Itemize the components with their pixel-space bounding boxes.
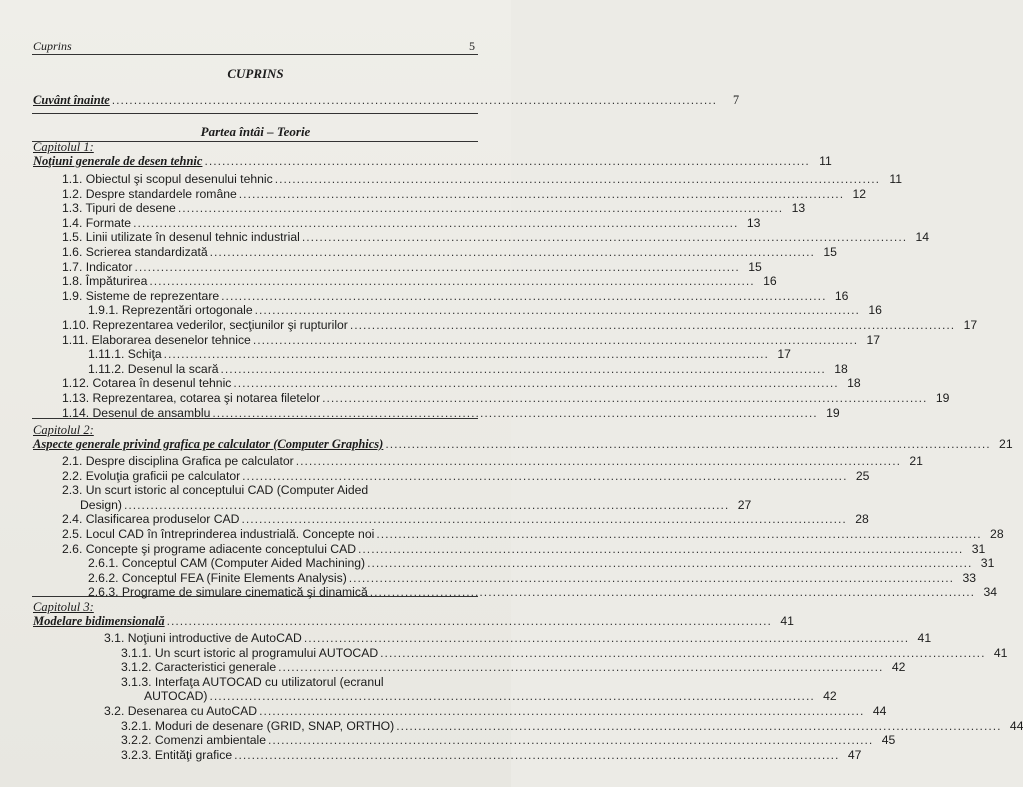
toc-label: 1.9. Sisteme de reprezentare <box>62 288 220 303</box>
section-rule <box>32 113 478 114</box>
toc-label: 2.6.3. Programe de simulare cinematică şi dinamică <box>88 585 368 600</box>
toc-label: Cuvânt înainte <box>33 93 110 107</box>
toc-entry <box>62 200 806 216</box>
toc-entry <box>62 186 867 201</box>
toc-label: 1.11.1. Schiţa <box>88 347 162 362</box>
toc-label: 1.2. Despre standardele române <box>62 186 237 201</box>
toc-entry <box>62 171 902 186</box>
toc-entry <box>62 511 869 527</box>
part-heading: Partea întâi – Teorie <box>200 124 311 139</box>
leader-dots: .......................................................................................................................................... <box>348 570 955 585</box>
toc-label: 1.14. Desenul de ansamblu <box>62 405 211 420</box>
leader-dots: .......................................................................................................................................... <box>238 186 845 201</box>
toc-label: 3.1.1. Un scurt istoric al programului AUTOCAD <box>121 645 379 660</box>
toc-entry <box>62 288 849 303</box>
toc-label: AUTOCAD) <box>144 689 208 704</box>
toc-label: 1.12. Cotarea în desenul tehnic <box>62 376 232 391</box>
leader-dots: .......................................................................................................................................... <box>267 733 874 748</box>
toc-page: 16 <box>763 274 777 289</box>
toc-entry <box>121 718 1023 733</box>
toc-entry <box>121 747 862 762</box>
leader-dots: .......................................................................................................................................... <box>278 660 884 675</box>
toc-entry-foreword <box>33 92 740 107</box>
leader-dots: .......................................................................................................................................... <box>242 468 848 483</box>
section-rule <box>32 418 478 419</box>
toc-label: 1.8. Împăturirea <box>62 274 148 289</box>
toc-page: 18 <box>834 361 848 376</box>
leader-dots: .......................................................................................................................................... <box>241 512 847 527</box>
chapter-label: Capitolul 2: <box>33 423 94 437</box>
toc-page: 19 <box>826 405 840 420</box>
toc-label: 2.6.2. Conceptul FEA (Finite Elements Analysis) <box>88 570 347 585</box>
toc-page: 18 <box>847 376 861 391</box>
leader-dots: .......................................................................................................................................... <box>385 437 991 451</box>
toc-label: 3.2. Desenarea cu AutoCAD <box>104 704 258 718</box>
toc-page: 15 <box>823 245 837 259</box>
toc-page: 17 <box>777 347 791 362</box>
leader-dots: .......................................................................................................................................... <box>349 318 956 332</box>
leader-dots: .......................................................................................................................................... <box>134 259 740 274</box>
leader-dots: .......................................................................................................................................... <box>376 527 982 541</box>
leader-dots: .......................................................................................................................................... <box>234 747 840 762</box>
leader-dots: .......................................................................................................................................... <box>396 718 1002 733</box>
toc-entry-chapter3 <box>33 613 794 628</box>
toc-page: 42 <box>823 689 837 704</box>
chapter-title: Modelare bidimensională <box>33 614 165 628</box>
toc-label: 3.1. Noţiuni introductive de AutoCAD <box>104 631 302 645</box>
toc-label: 3.1.3. Interfaţa AUTOCAD cu utilizatorul (ecranul <box>121 674 384 689</box>
toc-entry-chapter2 <box>33 436 1013 451</box>
toc-label: 1.6. Scrierea standardizată <box>62 245 208 259</box>
toc-entry <box>62 482 477 497</box>
leader-dots: .......................................................................................................................................... <box>274 172 880 186</box>
toc-page: 19 <box>935 391 950 405</box>
toc-label: Design) <box>80 497 122 512</box>
toc-entry <box>144 688 837 704</box>
toc-page: 15 <box>748 259 762 274</box>
toc-label: 1.1. Obiectul şi scopul desenului tehnic <box>62 172 273 186</box>
leader-dots: .......................................................................................................................................... <box>221 288 827 303</box>
toc-page: 16 <box>834 288 849 303</box>
toc-page: 42 <box>891 660 906 675</box>
leader-dots: .......................................................................................................................................... <box>252 332 859 347</box>
toc-entry <box>62 244 837 259</box>
leader-dots: .......................................................................................................................................... <box>301 230 908 245</box>
toc-label: 2.2. Evoluţia graficii pe calculator <box>62 468 241 483</box>
toc-entry <box>121 732 896 748</box>
toc-label: 1.10. Reprezentarea vederilor, secţiunilor şi rupturilor <box>62 318 348 332</box>
toc-label: 2.5. Locul CAD în întreprinderea industrială. Concepte noi <box>62 527 375 541</box>
toc-label: 3.2.1. Moduri de desenare (GRID, SNAP, ORTHO) <box>121 718 395 733</box>
toc-page: 31 <box>971 541 986 556</box>
toc-page: 7 <box>732 93 740 107</box>
toc-label: 1.11.2. Desenul la scară <box>88 361 219 376</box>
leader-dots: .......................................................................................................................................... <box>367 556 973 571</box>
leader-dots: .......................................................................................................................................... <box>322 391 928 405</box>
toc-entry <box>62 541 986 556</box>
toc-page: 11 <box>819 154 832 168</box>
toc-page: 47 <box>847 747 862 762</box>
leader-dots: .......................................................................................................................................... <box>209 245 815 259</box>
toc-page: 17 <box>963 318 978 332</box>
leader-dots: .......................................................................................................................................... <box>380 645 986 660</box>
leader-dots: .......................................................................................................................................... <box>209 689 815 704</box>
header-rule <box>32 54 478 55</box>
toc-label: 1.4. Formate <box>62 215 132 230</box>
toc-page: 16 <box>868 303 882 318</box>
toc-entry <box>62 453 923 468</box>
toc-label: 2.6.1. Conceptul CAM (Computer Aided Machining) <box>88 556 366 571</box>
toc-entry <box>62 332 881 347</box>
toc-label: 2.4. Clasificarea produselor CAD <box>62 512 240 527</box>
toc-page: 14 <box>915 230 930 245</box>
toc-entry <box>104 630 932 645</box>
toc-label: 1.13. Reprezentarea, cotarea şi notarea filetelor <box>62 391 321 405</box>
toc-label: 1.11. Elaborarea desenelor tehnice <box>62 332 251 347</box>
toc-entry <box>88 361 848 376</box>
toc-entry <box>62 375 861 391</box>
toc-label: 2.3. Un scurt istoric al conceptului CAD (Computer Aided <box>62 483 369 498</box>
toc-label: 1.5. Linii utilizate în desenul tehnic industrial <box>62 230 300 245</box>
leader-dots: .......................................................................................................................................... <box>369 585 976 600</box>
toc-page: 25 <box>855 468 870 483</box>
toc-page: 31 <box>980 556 995 571</box>
leader-dots: .......................................................................................................................................... <box>149 274 755 289</box>
toc-label: 3.2.3. Entităţi grafice <box>121 747 233 762</box>
leader-dots: .......................................................................................................................................... <box>259 704 865 718</box>
leader-dots: .......................................................................................................................................... <box>111 93 718 107</box>
toc-label: 3.1.2. Caracteristici generale <box>121 660 277 675</box>
page-number: 5 <box>469 39 475 53</box>
leader-dots: .......................................................................................................................................... <box>124 497 730 512</box>
toc-page: 41 <box>917 631 932 645</box>
toc-page: 44 <box>1009 718 1023 733</box>
toc-entry <box>80 497 752 512</box>
toc-page: 44 <box>872 704 887 718</box>
toc-label: 1.3. Tipuri de desene <box>62 201 176 216</box>
toc-page: 13 <box>746 215 761 230</box>
toc-entry <box>62 259 762 274</box>
toc-label: 2.1. Despre disciplina Grafica pe calculator <box>62 454 294 468</box>
leader-dots: .......................................................................................................................................... <box>233 376 839 391</box>
toc-page: 34 <box>983 585 998 600</box>
toc-entry <box>121 659 906 675</box>
toc-entry <box>121 645 1008 660</box>
toc-page: 17 <box>866 332 881 347</box>
chapter-title: Noţiuni generale de desen tehnic <box>33 154 203 168</box>
leader-dots: .......................................................................................................................................... <box>163 347 769 362</box>
toc-entry <box>88 584 998 600</box>
toc-entry <box>104 703 887 718</box>
toc-page: 13 <box>791 201 806 216</box>
toc-label: 2.6. Concepte şi programe adiacente conceptului CAD <box>62 541 357 556</box>
toc-page: 45 <box>881 733 896 748</box>
toc-entry <box>121 674 477 689</box>
toc-entry <box>62 317 978 332</box>
leader-dots: .......................................................................................................................................... <box>303 631 910 645</box>
leader-dots: .......................................................................................................................................... <box>220 361 826 376</box>
toc-entry <box>62 526 1004 541</box>
toc-entry-chapter1 <box>33 153 832 168</box>
toc-page: 21 <box>999 437 1013 451</box>
toc-entry <box>88 346 791 362</box>
leader-dots: .......................................................................................................................................... <box>177 201 784 216</box>
leader-dots: .......................................................................................................................................... <box>212 405 818 420</box>
toc-page: 28 <box>855 512 869 527</box>
toc-page: 27 <box>737 497 752 512</box>
toc-entry <box>62 273 777 289</box>
toc-entry <box>62 468 870 483</box>
toc-entry <box>88 570 977 585</box>
toc-label: 1.7. Indicator <box>62 259 133 274</box>
toc-entry <box>62 390 950 405</box>
chapter-title: Aspecte generale privind grafica pe calculator (Computer Graphics) <box>33 437 384 451</box>
section-rule <box>32 596 478 597</box>
toc-page: 41 <box>780 614 794 628</box>
leader-dots: .......................................................................................................................................... <box>254 303 860 318</box>
leader-dots: .......................................................................................................................................... <box>133 215 739 230</box>
leader-dots: .......................................................................................................................................... <box>295 454 901 468</box>
toc-page: 28 <box>990 527 1004 541</box>
chapter-label: Capitolul 3: <box>33 600 94 614</box>
leader-dots: .......................................................................................................................................... <box>358 541 964 556</box>
toc-label: 3.2.2. Comenzi ambientale <box>121 733 266 748</box>
toc-page: 11 <box>889 172 902 186</box>
toc-label: 1.9.1. Reprezentări ortogonale <box>88 303 253 318</box>
leader-dots: .......................................................................................................................................... <box>204 154 810 168</box>
toc-page: 33 <box>962 570 977 585</box>
chapter-label: Capitolul 1: <box>33 140 94 154</box>
toc-page: 12 <box>852 186 867 201</box>
toc-entry <box>62 215 761 230</box>
leader-dots: .......................................................................................................................................... <box>166 614 772 628</box>
toc-page: 21 <box>909 454 923 468</box>
toc-page: 41 <box>993 645 1008 660</box>
toc-entry <box>88 302 882 318</box>
running-header: Cuprins <box>33 39 72 53</box>
toc-entry <box>88 555 995 571</box>
toc-entry <box>62 229 930 245</box>
page-title: CUPRINS <box>227 66 284 81</box>
